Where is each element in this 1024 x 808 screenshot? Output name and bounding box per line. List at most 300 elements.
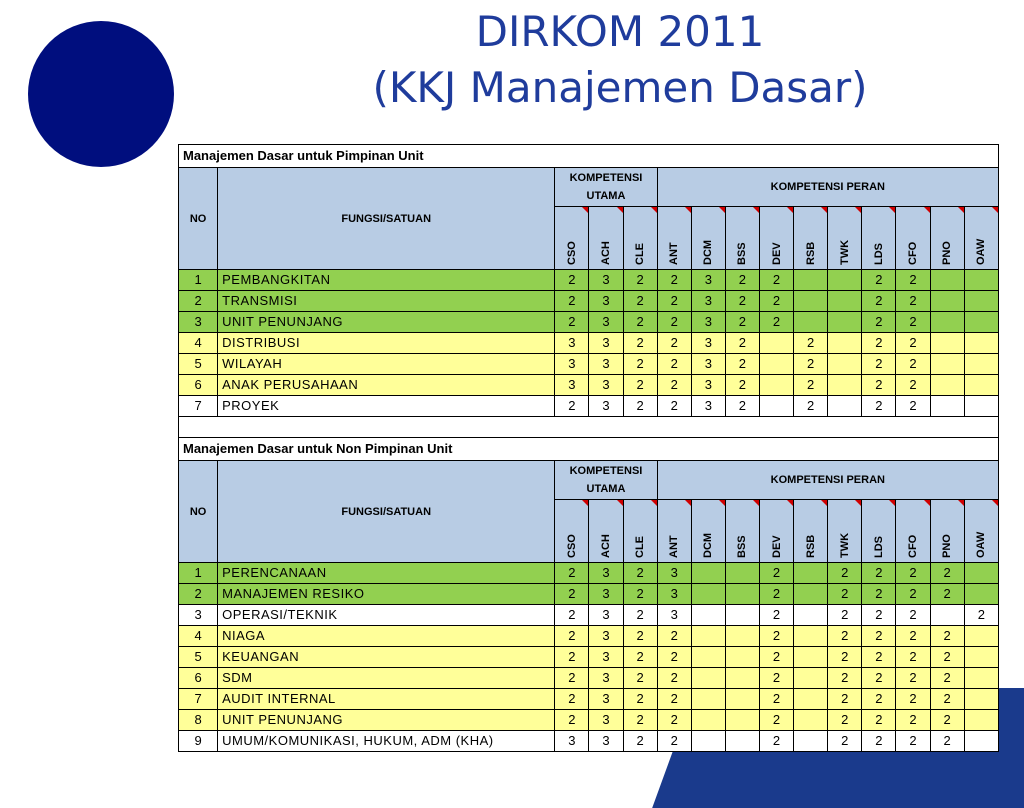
comment-flag-icon xyxy=(889,207,895,213)
header-code-label: DCM xyxy=(702,532,715,558)
value-cell: 2 xyxy=(896,354,930,375)
value-cell: 2 xyxy=(555,312,589,333)
value-cell: 3 xyxy=(691,375,725,396)
header-code-label: LDS xyxy=(872,243,885,265)
value-cell: 2 xyxy=(896,668,930,689)
header-code-cell xyxy=(657,500,691,563)
value-cell: 3 xyxy=(589,270,623,291)
value-cell: 2 xyxy=(623,375,657,396)
value-cell: 2 xyxy=(759,689,793,710)
value-cell: 2 xyxy=(623,312,657,333)
value-cell: 3 xyxy=(691,270,725,291)
header-code-label: CFO xyxy=(906,241,919,265)
value-cell: 2 xyxy=(930,563,964,584)
header-code-cell xyxy=(759,500,793,563)
table-caption: Manajemen Dasar untuk Pimpinan Unit xyxy=(179,145,999,168)
value-cell: 3 xyxy=(589,312,623,333)
value-cell xyxy=(828,291,862,312)
value-cell: 2 xyxy=(828,668,862,689)
value-cell xyxy=(930,291,964,312)
value-cell xyxy=(725,563,759,584)
value-cell: 2 xyxy=(862,563,896,584)
header-no: NO xyxy=(179,168,218,270)
value-cell: 2 xyxy=(930,710,964,731)
value-cell xyxy=(691,731,725,752)
value-cell: 2 xyxy=(862,333,896,354)
value-cell: 2 xyxy=(759,270,793,291)
table-row xyxy=(179,731,999,752)
header-code-label: CSO xyxy=(565,241,578,265)
value-cell: 2 xyxy=(623,291,657,312)
header-code-label: RSB xyxy=(804,241,817,265)
value-cell: 2 xyxy=(657,731,691,752)
value-cell: 2 xyxy=(657,354,691,375)
header-code-cell xyxy=(657,207,691,270)
value-cell xyxy=(964,354,998,375)
row-number: 3 xyxy=(179,312,218,333)
decorative-circle xyxy=(28,21,174,167)
value-cell: 2 xyxy=(862,689,896,710)
value-cell xyxy=(794,584,828,605)
row-number: 1 xyxy=(179,563,218,584)
table-caption-row xyxy=(179,438,999,461)
value-cell: 2 xyxy=(862,354,896,375)
value-cell: 3 xyxy=(657,605,691,626)
header-code-cell xyxy=(930,207,964,270)
value-cell: 3 xyxy=(589,647,623,668)
value-cell: 2 xyxy=(555,584,589,605)
value-cell xyxy=(691,689,725,710)
header-code-label: TWK xyxy=(838,239,851,265)
value-cell: 2 xyxy=(623,563,657,584)
comment-flag-icon xyxy=(719,207,725,213)
row-name: WILAYAH xyxy=(218,354,555,375)
value-cell xyxy=(930,312,964,333)
value-cell: 2 xyxy=(555,605,589,626)
comment-flag-icon xyxy=(753,207,759,213)
value-cell xyxy=(930,396,964,417)
value-cell: 3 xyxy=(555,333,589,354)
value-cell: 3 xyxy=(589,333,623,354)
title-line-1: DIRKOM 2011 xyxy=(475,7,765,56)
header-code-cell xyxy=(725,207,759,270)
value-cell xyxy=(964,689,998,710)
row-name: KEUANGAN xyxy=(218,647,555,668)
table-caption: Manajemen Dasar untuk Non Pimpinan Unit xyxy=(179,438,999,461)
value-cell: 2 xyxy=(725,333,759,354)
header-no: NO xyxy=(179,461,218,563)
comment-flag-icon xyxy=(787,207,793,213)
value-cell xyxy=(964,270,998,291)
value-cell: 2 xyxy=(657,270,691,291)
value-cell: 2 xyxy=(862,605,896,626)
table-row xyxy=(179,354,999,375)
value-cell xyxy=(964,291,998,312)
value-cell: 2 xyxy=(862,270,896,291)
value-cell: 3 xyxy=(589,605,623,626)
value-cell: 3 xyxy=(657,563,691,584)
row-number: 3 xyxy=(179,605,218,626)
value-cell xyxy=(930,605,964,626)
row-name: NIAGA xyxy=(218,626,555,647)
value-cell: 2 xyxy=(657,333,691,354)
header-code-cell xyxy=(862,207,896,270)
table-row xyxy=(179,312,999,333)
value-cell: 2 xyxy=(896,563,930,584)
value-cell xyxy=(794,626,828,647)
value-cell: 3 xyxy=(589,563,623,584)
row-number: 4 xyxy=(179,626,218,647)
value-cell: 2 xyxy=(555,710,589,731)
value-cell: 3 xyxy=(691,333,725,354)
value-cell xyxy=(725,668,759,689)
value-cell: 3 xyxy=(589,354,623,375)
header-code-label: PNO xyxy=(941,534,954,558)
value-cell: 2 xyxy=(657,710,691,731)
value-cell xyxy=(964,710,998,731)
value-cell: 2 xyxy=(862,312,896,333)
header-code-cell xyxy=(759,207,793,270)
header-code-cell xyxy=(794,207,828,270)
competency-table xyxy=(178,144,999,752)
value-cell xyxy=(691,605,725,626)
title-line-2: (KKJ Manajemen Dasar) xyxy=(372,63,868,112)
header-code-cell xyxy=(794,500,828,563)
value-cell: 2 xyxy=(657,689,691,710)
value-cell: 2 xyxy=(623,584,657,605)
value-cell: 2 xyxy=(657,291,691,312)
header-code-cell xyxy=(691,207,725,270)
value-cell: 2 xyxy=(896,375,930,396)
table-row xyxy=(179,563,999,584)
value-cell xyxy=(691,647,725,668)
value-cell: 2 xyxy=(657,647,691,668)
value-cell: 2 xyxy=(930,626,964,647)
value-cell xyxy=(691,710,725,731)
value-cell: 2 xyxy=(623,731,657,752)
value-cell: 2 xyxy=(759,647,793,668)
header-kompetensi-utama: KOMPETENSI UTAMA xyxy=(555,168,657,207)
value-cell xyxy=(828,270,862,291)
comment-flag-icon xyxy=(889,500,895,506)
value-cell: 3 xyxy=(589,668,623,689)
header-code-cell xyxy=(828,500,862,563)
header-code-label: ANT xyxy=(668,535,681,558)
comment-flag-icon xyxy=(617,207,623,213)
table-row xyxy=(179,333,999,354)
value-cell xyxy=(725,731,759,752)
comment-flag-icon xyxy=(821,500,827,506)
comment-flag-icon xyxy=(582,500,588,506)
value-cell xyxy=(964,626,998,647)
header-code-label: PNO xyxy=(941,241,954,265)
value-cell: 2 xyxy=(623,668,657,689)
comment-flag-icon xyxy=(685,207,691,213)
value-cell: 2 xyxy=(896,689,930,710)
value-cell: 2 xyxy=(657,396,691,417)
header-code-label: CLE xyxy=(634,536,647,558)
row-number: 2 xyxy=(179,291,218,312)
value-cell: 2 xyxy=(828,689,862,710)
value-cell: 3 xyxy=(589,626,623,647)
value-cell xyxy=(964,333,998,354)
comment-flag-icon xyxy=(719,500,725,506)
value-cell xyxy=(794,605,828,626)
value-cell: 3 xyxy=(555,731,589,752)
value-cell: 2 xyxy=(555,270,589,291)
row-name: DISTRIBUSI xyxy=(218,333,555,354)
value-cell xyxy=(964,668,998,689)
comment-flag-icon xyxy=(582,207,588,213)
value-cell: 3 xyxy=(691,291,725,312)
value-cell: 2 xyxy=(794,396,828,417)
row-number: 5 xyxy=(179,354,218,375)
value-cell: 2 xyxy=(828,731,862,752)
value-cell: 2 xyxy=(623,647,657,668)
value-cell: 2 xyxy=(794,375,828,396)
value-cell: 2 xyxy=(862,647,896,668)
comment-flag-icon xyxy=(855,207,861,213)
value-cell xyxy=(691,668,725,689)
header-code-cell xyxy=(623,207,657,270)
table-row xyxy=(179,584,999,605)
header-code-cell xyxy=(896,500,930,563)
value-cell: 2 xyxy=(862,710,896,731)
value-cell xyxy=(794,291,828,312)
value-cell: 3 xyxy=(555,354,589,375)
value-cell xyxy=(794,563,828,584)
competency-sheet xyxy=(178,144,999,752)
header-code-cell xyxy=(589,500,623,563)
header-code-cell xyxy=(725,500,759,563)
row-number: 5 xyxy=(179,647,218,668)
value-cell: 2 xyxy=(657,312,691,333)
value-cell: 2 xyxy=(862,626,896,647)
value-cell xyxy=(794,689,828,710)
header-code-label: ACH xyxy=(599,534,612,558)
table-row xyxy=(179,396,999,417)
row-name: PEMBANGKITAN xyxy=(218,270,555,291)
header-code-cell xyxy=(828,207,862,270)
value-cell xyxy=(759,396,793,417)
value-cell: 2 xyxy=(623,396,657,417)
value-cell xyxy=(691,563,725,584)
table-row xyxy=(179,647,999,668)
value-cell xyxy=(725,689,759,710)
value-cell xyxy=(828,396,862,417)
value-cell: 2 xyxy=(725,354,759,375)
row-name: UMUM/KOMUNIKASI, HUKUM, ADM (KHA) xyxy=(218,731,555,752)
comment-flag-icon xyxy=(924,207,930,213)
value-cell: 2 xyxy=(828,584,862,605)
value-cell: 2 xyxy=(896,710,930,731)
value-cell: 3 xyxy=(589,731,623,752)
value-cell xyxy=(691,626,725,647)
value-cell: 2 xyxy=(555,668,589,689)
header-code-label: ACH xyxy=(599,241,612,265)
value-cell xyxy=(759,354,793,375)
comment-flag-icon xyxy=(685,500,691,506)
comment-flag-icon xyxy=(958,500,964,506)
value-cell: 2 xyxy=(759,312,793,333)
value-cell xyxy=(964,647,998,668)
row-number: 2 xyxy=(179,584,218,605)
header-code-cell xyxy=(896,207,930,270)
value-cell: 2 xyxy=(725,375,759,396)
header-code-cell xyxy=(862,500,896,563)
row-name: UNIT PENUNJANG xyxy=(218,312,555,333)
value-cell: 2 xyxy=(896,626,930,647)
value-cell: 2 xyxy=(759,710,793,731)
value-cell: 2 xyxy=(862,375,896,396)
value-cell: 2 xyxy=(725,291,759,312)
header-code-label: DCM xyxy=(702,239,715,265)
table-row xyxy=(179,291,999,312)
value-cell xyxy=(794,710,828,731)
row-name: SDM xyxy=(218,668,555,689)
header-code-label: OAW xyxy=(975,238,988,265)
header-code-label: LDS xyxy=(872,536,885,558)
table-row xyxy=(179,270,999,291)
row-number: 7 xyxy=(179,396,218,417)
value-cell: 2 xyxy=(759,605,793,626)
header-code-label: RSB xyxy=(804,534,817,558)
header-code-cell xyxy=(964,207,998,270)
header-code-label: BSS xyxy=(736,242,749,265)
value-cell: 2 xyxy=(555,689,589,710)
value-cell: 2 xyxy=(725,312,759,333)
value-cell: 2 xyxy=(896,731,930,752)
row-name: ANAK PERUSAHAAN xyxy=(218,375,555,396)
value-cell xyxy=(964,731,998,752)
header-code-cell xyxy=(623,500,657,563)
header-code-cell xyxy=(555,500,589,563)
table-row xyxy=(179,605,999,626)
value-cell: 2 xyxy=(896,605,930,626)
table-caption-row xyxy=(179,145,999,168)
value-cell: 2 xyxy=(964,605,998,626)
header-kompetensi-utama: KOMPETENSI UTAMA xyxy=(555,461,657,500)
value-cell xyxy=(828,354,862,375)
value-cell xyxy=(759,375,793,396)
value-cell xyxy=(930,333,964,354)
value-cell: 2 xyxy=(862,291,896,312)
header-code-label: OAW xyxy=(975,531,988,558)
row-number: 6 xyxy=(179,668,218,689)
value-cell: 2 xyxy=(896,270,930,291)
value-cell: 2 xyxy=(759,626,793,647)
row-number: 7 xyxy=(179,689,218,710)
value-cell: 3 xyxy=(589,375,623,396)
row-number: 4 xyxy=(179,333,218,354)
header-row-groups xyxy=(179,461,999,500)
value-cell: 2 xyxy=(896,396,930,417)
header-code-cell xyxy=(930,500,964,563)
value-cell: 2 xyxy=(623,333,657,354)
comment-flag-icon xyxy=(992,500,998,506)
value-cell: 2 xyxy=(623,689,657,710)
value-cell xyxy=(964,375,998,396)
value-cell: 2 xyxy=(930,668,964,689)
value-cell xyxy=(828,375,862,396)
value-cell xyxy=(725,626,759,647)
value-cell: 3 xyxy=(589,396,623,417)
value-cell: 2 xyxy=(725,270,759,291)
row-number: 1 xyxy=(179,270,218,291)
value-cell: 2 xyxy=(759,731,793,752)
value-cell: 2 xyxy=(862,584,896,605)
value-cell xyxy=(930,354,964,375)
value-cell: 2 xyxy=(623,710,657,731)
value-cell xyxy=(930,375,964,396)
value-cell xyxy=(759,333,793,354)
value-cell: 3 xyxy=(589,584,623,605)
value-cell: 3 xyxy=(589,710,623,731)
header-code-label: CLE xyxy=(634,243,647,265)
value-cell: 2 xyxy=(930,647,964,668)
value-cell: 2 xyxy=(623,605,657,626)
value-cell: 2 xyxy=(555,563,589,584)
value-cell xyxy=(725,605,759,626)
value-cell: 2 xyxy=(657,668,691,689)
value-cell xyxy=(794,647,828,668)
header-code-label: ANT xyxy=(668,242,681,265)
value-cell xyxy=(794,668,828,689)
table-row xyxy=(179,375,999,396)
value-cell xyxy=(964,584,998,605)
value-cell: 2 xyxy=(828,647,862,668)
value-cell: 2 xyxy=(896,584,930,605)
value-cell: 3 xyxy=(589,689,623,710)
header-fungsi: FUNGSI/SATUAN xyxy=(218,461,555,563)
header-code-label: DEV xyxy=(770,242,783,265)
comment-flag-icon xyxy=(855,500,861,506)
header-code-label: CFO xyxy=(906,534,919,558)
value-cell: 2 xyxy=(862,731,896,752)
value-cell: 2 xyxy=(930,731,964,752)
value-cell: 3 xyxy=(691,396,725,417)
value-cell: 2 xyxy=(555,647,589,668)
header-kompetensi-peran: KOMPETENSI PERAN xyxy=(657,461,998,500)
header-code-label: TWK xyxy=(838,532,851,558)
value-cell: 2 xyxy=(862,668,896,689)
row-number: 6 xyxy=(179,375,218,396)
value-cell: 3 xyxy=(657,584,691,605)
value-cell: 2 xyxy=(623,270,657,291)
value-cell: 2 xyxy=(828,626,862,647)
value-cell: 2 xyxy=(725,396,759,417)
comment-flag-icon xyxy=(617,500,623,506)
comment-flag-icon xyxy=(992,207,998,213)
spacer-cell xyxy=(179,417,999,438)
value-cell: 2 xyxy=(828,605,862,626)
value-cell: 2 xyxy=(896,647,930,668)
value-cell: 2 xyxy=(896,312,930,333)
table-row xyxy=(179,689,999,710)
value-cell xyxy=(964,312,998,333)
row-name: PERENCANAAN xyxy=(218,563,555,584)
comment-flag-icon xyxy=(821,207,827,213)
value-cell: 2 xyxy=(555,291,589,312)
value-cell xyxy=(794,270,828,291)
header-code-cell xyxy=(555,207,589,270)
value-cell: 2 xyxy=(896,291,930,312)
value-cell xyxy=(828,333,862,354)
value-cell xyxy=(725,584,759,605)
comment-flag-icon xyxy=(787,500,793,506)
value-cell: 2 xyxy=(657,626,691,647)
value-cell xyxy=(691,584,725,605)
